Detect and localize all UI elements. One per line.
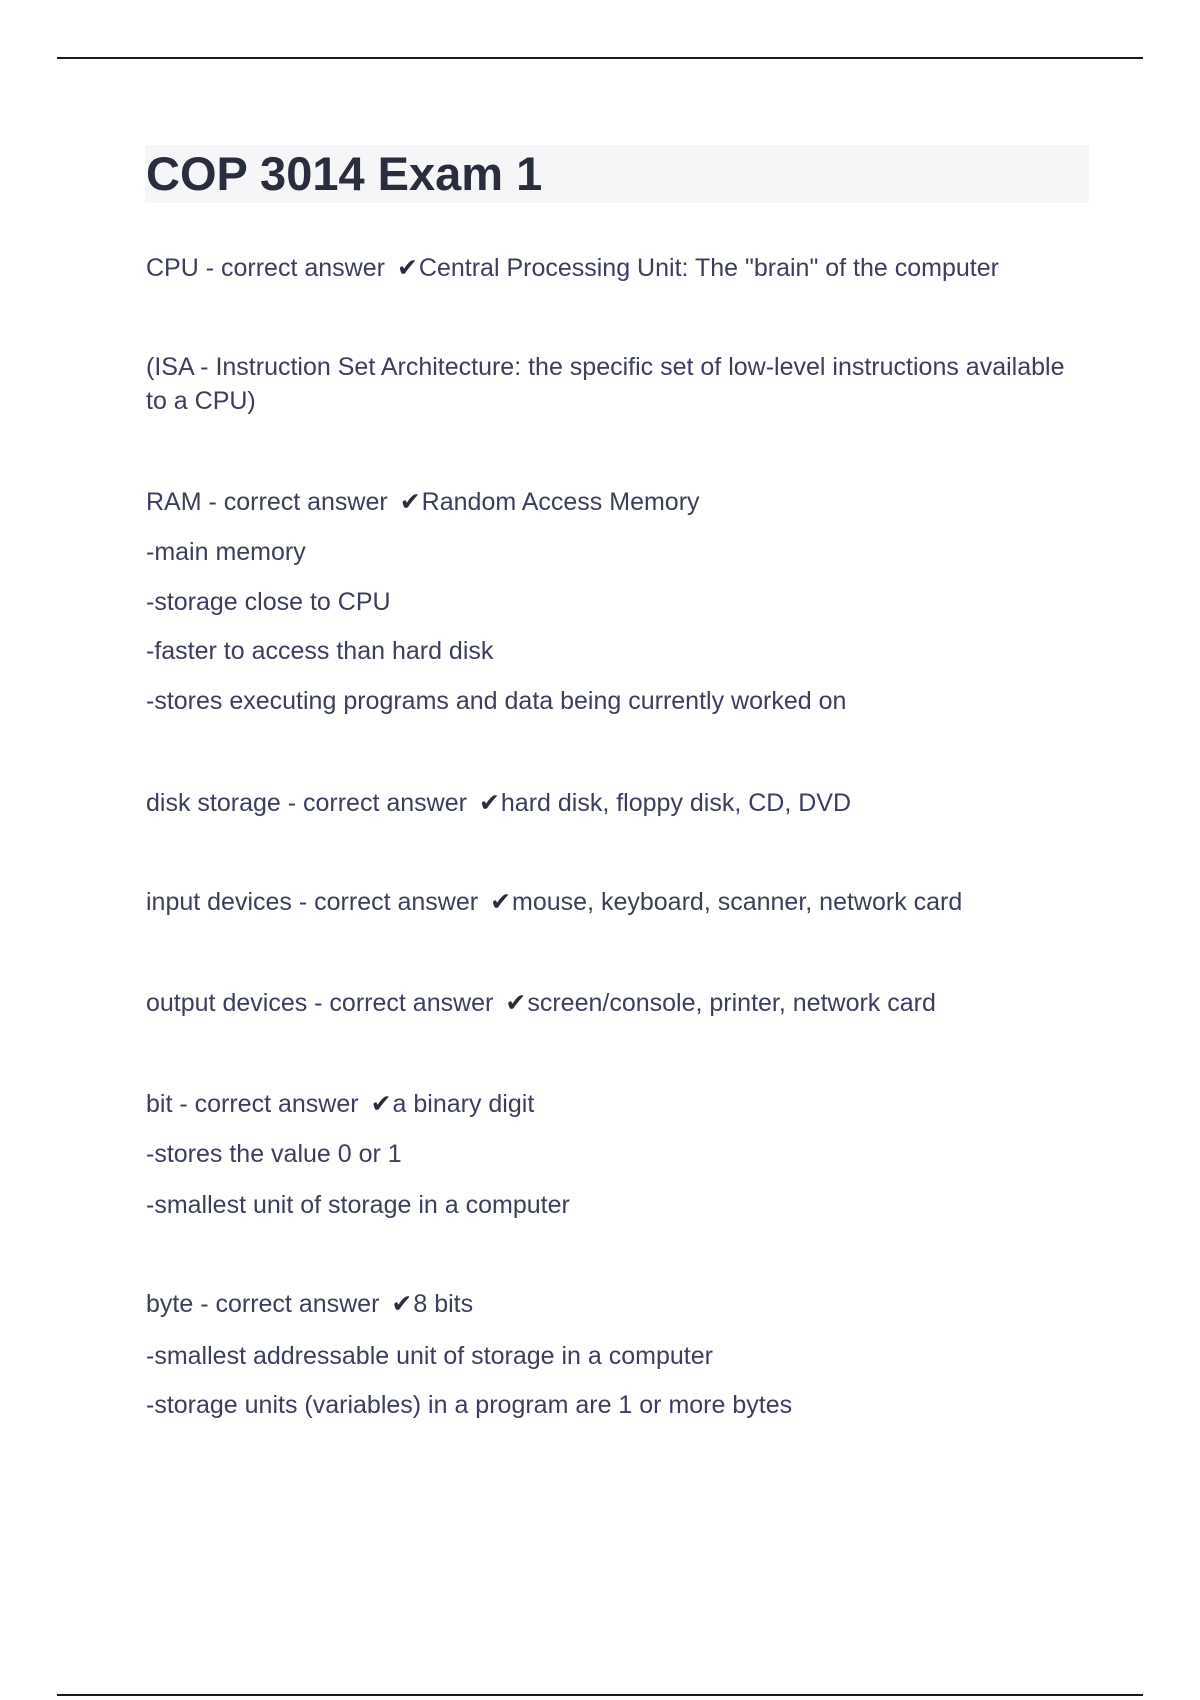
entry-bit-detail: -stores the value 0 or 1 (146, 1140, 402, 1168)
entry-ram-detail: -main memory (146, 538, 306, 566)
check-icon: ✔ (399, 488, 421, 516)
entry-byte-answer: 8 bits (413, 1290, 474, 1318)
entry-cpu (146, 251, 999, 285)
bottom-rule (57, 1694, 1143, 1696)
entry-ram-detail: -storage close to CPU (146, 588, 391, 616)
check-icon: ✔ (478, 789, 500, 817)
entry-input (146, 885, 962, 919)
entry-bit (146, 1087, 534, 1121)
entry-ram-term: RAM - correct answer (146, 488, 388, 516)
entry-bit-detail: -smallest unit of storage in a computer (146, 1191, 570, 1219)
entry-ram (146, 485, 700, 519)
check-icon: ✔ (396, 254, 418, 282)
entry-isa: (ISA - Instruction Set Architecture: the specific set of low-level instructions available to a CPU) (146, 353, 1065, 415)
entry-output-term: output devices - correct answer (146, 989, 494, 1017)
entry-ram-detail: -stores executing programs and data being currently worked on (146, 687, 847, 715)
entry-output (146, 986, 936, 1020)
entry-input-term: input devices - correct answer (146, 888, 479, 916)
entry-bit-term: bit - correct answer (146, 1090, 359, 1118)
document-title: COP 3014 Exam 1 (146, 147, 543, 200)
check-icon: ✔ (391, 1290, 413, 1318)
entry-cpu-term: CPU - correct answer (146, 254, 385, 282)
entry-cpu-answer: Central Processing Unit: The "brain" of the computer (418, 254, 999, 282)
check-icon: ✔ (370, 1090, 392, 1118)
entry-ram-answer: Random Access Memory (421, 488, 700, 516)
entry-disk-term: disk storage - correct answer (146, 789, 467, 817)
entry-input-answer: mouse, keyboard, scanner, network card (512, 888, 963, 916)
entry-byte-detail: -smallest addressable unit of storage in a computer (146, 1342, 713, 1370)
check-icon: ✔ (505, 989, 527, 1017)
entry-disk-answer: hard disk, floppy disk, CD, DVD (500, 789, 852, 817)
top-rule (57, 57, 1143, 59)
entry-output-answer: screen/console, printer, network card (527, 989, 936, 1017)
entry-byte-detail: -storage units (variables) in a program are 1 or more bytes (146, 1391, 793, 1419)
entry-byte (146, 1287, 473, 1321)
check-icon: ✔ (490, 888, 512, 916)
entry-byte-term: byte - correct answer (146, 1290, 380, 1318)
entry-bit-answer: a binary digit (392, 1090, 535, 1118)
entry-disk (146, 786, 851, 820)
entry-ram-detail: -faster to access than hard disk (146, 637, 494, 665)
